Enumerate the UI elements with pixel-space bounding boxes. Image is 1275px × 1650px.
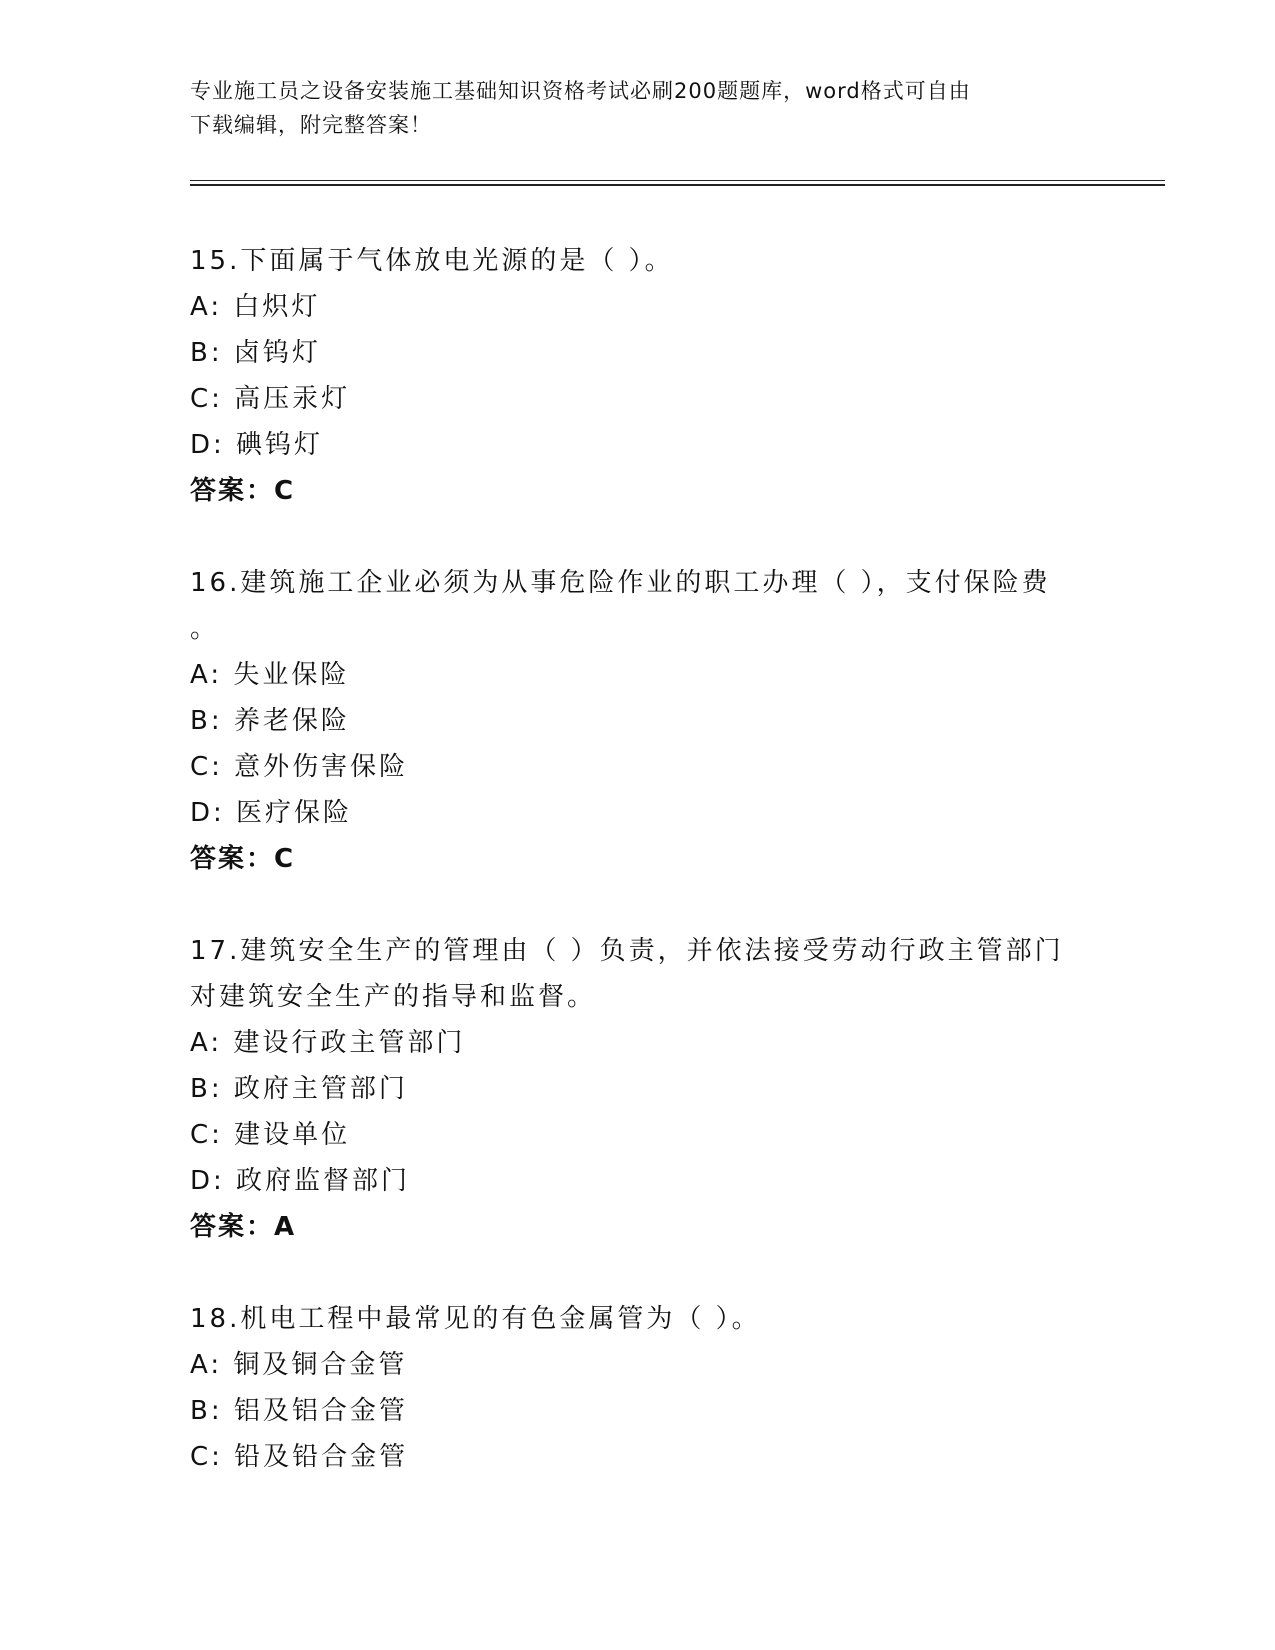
header-divider-bottom — [190, 184, 1165, 186]
question-16 — [190, 560, 1090, 882]
header-line-2: 下载编辑，附完整答案！ — [190, 113, 432, 137]
header-divider-top — [190, 180, 1165, 181]
option-b: B: 政府主管部门 — [190, 1074, 408, 1104]
option-c: C: 建设单位 — [190, 1120, 351, 1150]
answer: 答案：C — [190, 844, 296, 874]
option-c: C: 铅及铅合金管 — [190, 1442, 409, 1472]
option-a: A: 铜及铜合金管 — [190, 1350, 408, 1380]
question-stem: 18.机电工程中最常见的有色金属管为（ ）。 — [190, 1304, 761, 1334]
question-15 — [190, 238, 1090, 514]
question-stem: 15.下面属于气体放电光源的是（ ）。 — [190, 246, 674, 276]
option-c: C: 意外伤害保险 — [190, 752, 409, 782]
option-d: D: 医疗保险 — [190, 798, 353, 828]
question-stem-line-2: 。 — [190, 614, 220, 644]
answer: 答案：C — [190, 476, 296, 506]
document-header — [190, 74, 1090, 142]
answer: 答案：A — [190, 1212, 297, 1242]
option-c: C: 高压汞灯 — [190, 384, 351, 414]
option-a: A: 失业保险 — [190, 660, 350, 690]
option-d: D: 碘钨灯 — [190, 430, 324, 460]
option-a: A: 建设行政主管部门 — [190, 1028, 466, 1058]
option-b: B: 卤钨灯 — [190, 338, 321, 368]
option-b: B: 养老保险 — [190, 706, 350, 736]
question-17 — [190, 928, 1090, 1250]
question-list — [190, 238, 1090, 1526]
question-stem-line-1: 17.建筑安全生产的管理由（ ）负责，并依法接受劳动行政主管部门 — [190, 936, 1064, 966]
header-line-1: 专业施工员之设备安装施工基础知识资格考试必刷200题题库，word格式可自由 — [190, 79, 971, 103]
option-a: A: 白炽灯 — [190, 292, 321, 322]
question-stem-line-1: 16.建筑施工企业必须为从事危险作业的职工办理（ ），支付保险费 — [190, 568, 1051, 598]
question-18 — [190, 1296, 1090, 1480]
question-stem-line-2: 对建筑安全生产的指导和监督。 — [190, 982, 597, 1012]
option-b: B: 铝及铝合金管 — [190, 1396, 408, 1426]
option-d: D: 政府监督部门 — [190, 1166, 411, 1196]
